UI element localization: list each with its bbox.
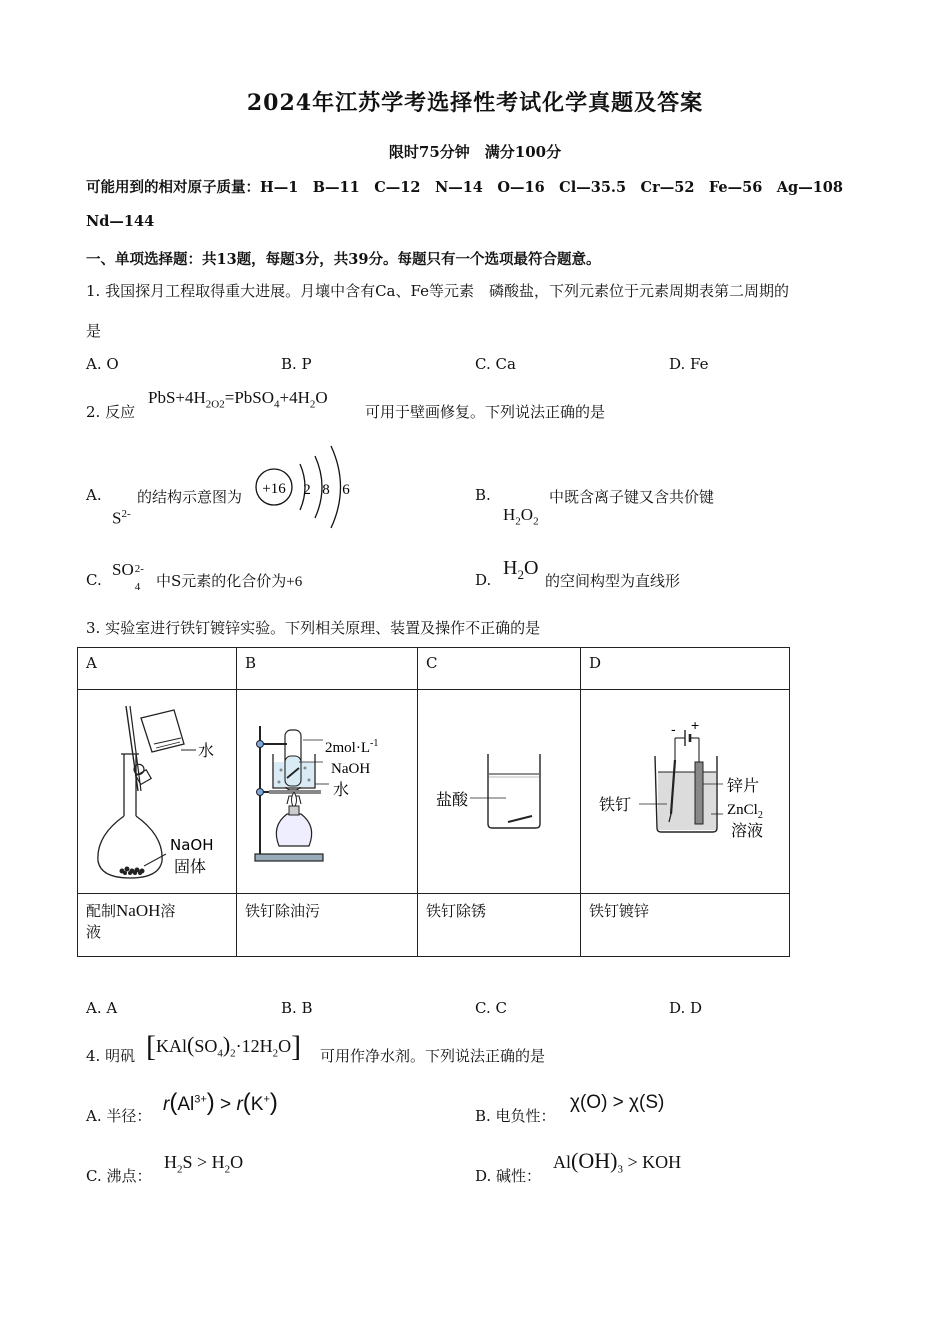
q1-stem-cont: 是 (86, 322, 102, 340)
q4-stem-tail: 可用作净水剂。下列说法正确的是 (320, 1047, 546, 1065)
atomic-masses-line2: Nd—144 (86, 213, 155, 230)
q4-option-c-label[interactable]: C. 沸点： (86, 1167, 152, 1185)
q4-alum-formula: $[KAl(SO_4)_2\cdot 12H_2O]$ (146, 1030, 302, 1063)
q3-caption-c: 铁钉除锈 (418, 894, 581, 957)
zncl2-label: ZnCl$_2$ (727, 802, 763, 821)
q2-option-a-ion: $S^{2-}$ (112, 508, 131, 528)
q1-option-b[interactable]: B. P (281, 355, 312, 373)
q2-option-a-text: 的结构示意图为 (137, 488, 243, 506)
electron-shell-2 (315, 456, 322, 518)
negative-terminal: - (671, 721, 676, 737)
heating-beaker-diagram (245, 696, 409, 883)
acid-beaker-diagram (426, 696, 572, 883)
q3-apparatus-d (581, 690, 790, 894)
positive-terminal: + (691, 717, 700, 733)
shell-1-electrons: 2 (303, 482, 311, 498)
q2-option-b-label[interactable]: B. (475, 486, 491, 504)
q2-equation: $PbS+4H_{2O2}=PbSO_4+4H_2O$ (148, 388, 328, 411)
shell-2-electrons: 8 (322, 482, 330, 498)
q2-option-c-label[interactable]: C. (86, 571, 102, 589)
solution-label: 溶液 (731, 821, 764, 840)
q3-option-c[interactable]: C. C (475, 999, 507, 1017)
q1-stem: 1. 我国探月工程取得重大进展。月壤中含有Ca、Fe等元素 磷酸盐，下列元素位于元素周期表第二周期的 (86, 282, 789, 300)
q3-option-b[interactable]: B. B (281, 999, 313, 1017)
conc-label: $2mol\cdot L^{-1}$ (325, 738, 379, 756)
hydrochloric-acid-label: 盐酸 (436, 790, 469, 809)
q2-option-d-text: 的空间构型为直线形 (545, 572, 681, 590)
q3-apparatus-b (237, 690, 418, 894)
q3-header-b: B (237, 648, 418, 690)
q2-option-b-formula: $H_2O_2$ (503, 505, 539, 528)
page-title: 2024年江苏学考选择性考试化学真题及答案 (246, 90, 704, 116)
q2-option-d-formula: $H_2O$ (503, 557, 539, 582)
volumetric-flask-diagram (86, 696, 228, 883)
q4-option-b-label[interactable]: B. 电负性： (475, 1107, 556, 1125)
electron-shell-3 (331, 446, 341, 528)
q2-number: 2. 反应 (86, 403, 136, 421)
q4-option-d-expr: $Al(OH)_3$ > KOH (553, 1148, 682, 1176)
section-heading: 一、单项选择题：共13题，每题3分，共39分。每题只有一个选项最符合题意。 (86, 251, 601, 268)
water-label: 水 (198, 741, 215, 760)
q2-option-c-text: 中S元素的化合价为+6 (156, 572, 303, 590)
q3-apparatus-table (77, 647, 790, 957)
q4-option-a-expr: $r(Al^{3+}) > r(K^+)$ (163, 1089, 278, 1116)
q2-option-c-ion: SO 2- 4 (112, 560, 144, 593)
q3-caption-b: 铁钉除油污 (237, 894, 418, 957)
q4-option-b-expr: χ(O) > χ(S) (570, 1092, 665, 1113)
q4-option-c-expr: $H_2S > H_2O$ (164, 1152, 244, 1176)
water-bath-label: 水 (333, 780, 350, 799)
q2-option-a-label[interactable]: A. (86, 486, 102, 504)
q4-number: 4. 明矾 (86, 1047, 136, 1065)
page-subtitle: 限时75分钟 满分100分 (388, 143, 562, 161)
q3-header-a: A (78, 648, 237, 690)
q3-option-d[interactable]: D. D (669, 999, 703, 1017)
q3-apparatus-a (78, 690, 237, 894)
shell-3-electrons: 6 (342, 482, 350, 498)
q3-header-d: D (581, 648, 790, 690)
q3-header-c: C (418, 648, 581, 690)
zinc-plate-label: 锌片 (727, 776, 760, 795)
naoh-label: NaOH (170, 836, 214, 854)
q1-option-c[interactable]: C. Ca (475, 355, 516, 373)
sulfide-ion-structure-diagram (252, 442, 362, 532)
q2-option-b-text: 中既含离子键又含共价键 (549, 488, 715, 506)
q2-option-d-label[interactable]: D. (475, 571, 492, 589)
q3-option-a[interactable]: A. A (86, 999, 118, 1017)
q3-caption-a: 配制NaOH溶 液 (78, 894, 237, 957)
q1-option-a[interactable]: A. O (86, 355, 119, 373)
q1-option-d[interactable]: D. Fe (669, 355, 709, 373)
solid-label: 固体 (174, 857, 207, 876)
iron-nail-label: 铁钉 (599, 795, 632, 814)
atomic-masses-line1: 可能用到的相对原子质量：H—1 B—11 C—12 N—14 O—16 Cl—35.5 Cr—52 Fe—56 Ag—108 (86, 179, 843, 196)
q2-stem-tail: 可用于壁画修复。下列说法正确的是 (365, 403, 606, 421)
electroplating-diagram (589, 696, 781, 883)
naoh-solution-label: NaOH (331, 761, 371, 777)
q3-apparatus-c (418, 690, 581, 894)
q4-option-d-label[interactable]: D. 碱性： (475, 1167, 542, 1185)
q3-stem: 3. 实验室进行铁钉镀锌实验。下列相关原理、装置及操作不正确的是 (86, 619, 541, 637)
q4-option-a-label[interactable]: A. 半径： (86, 1107, 152, 1125)
nucleus-charge: +16 (262, 481, 286, 497)
q3-caption-d: 铁钉镀锌 (581, 894, 790, 957)
